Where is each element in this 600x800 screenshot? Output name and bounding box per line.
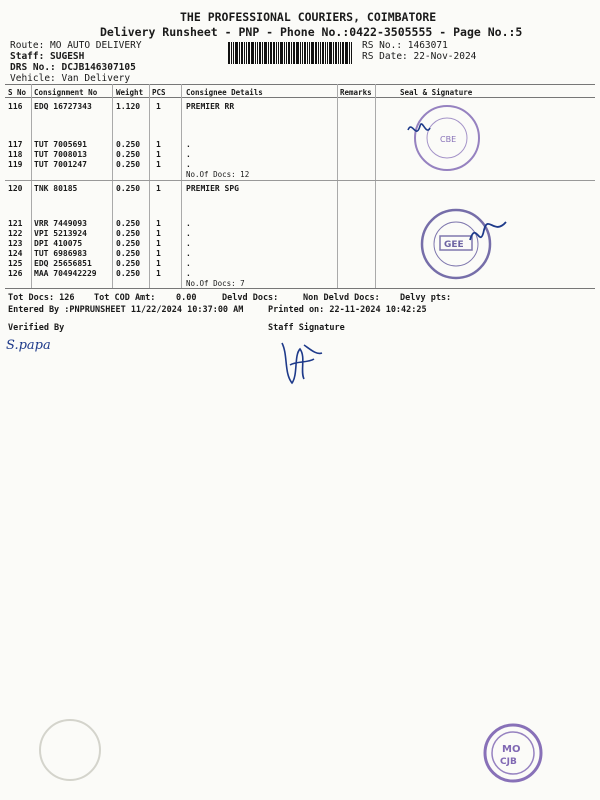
barcode-bar — [345, 42, 348, 64]
row-weight: 0.250 — [116, 229, 141, 238]
row-pcs: 1 — [156, 269, 161, 278]
barcode-bar — [228, 42, 230, 64]
barcode-bar — [296, 42, 299, 64]
col-divider — [31, 84, 32, 288]
barcode-bar — [239, 42, 240, 64]
barcode-bar — [248, 42, 250, 64]
row-sno: 119 — [8, 160, 23, 169]
svg-text:CJB: CJB — [500, 757, 517, 767]
row-consignee: . — [186, 259, 191, 268]
rs-number: RS No.: 1463071 — [362, 40, 448, 51]
faint-bleed-mark — [30, 700, 110, 790]
row-weight: 0.250 — [116, 219, 141, 228]
table-header-border — [5, 97, 595, 98]
barcode-bar — [280, 42, 283, 64]
col-header-seal: Seal & Signature — [400, 88, 473, 97]
barcode-bar — [315, 42, 317, 64]
total-cod-value: 0.00 — [176, 293, 197, 303]
barcode-bar — [288, 42, 290, 64]
drs-label: DRS No.: DCJB146307105 — [10, 62, 136, 73]
row-sno: 121 — [8, 219, 23, 228]
row-sno: 124 — [8, 249, 23, 258]
row-pcs: 1 — [156, 259, 161, 268]
verified-by-label: Verified By — [8, 323, 65, 333]
row-sno: 125 — [8, 259, 23, 268]
row-sno: 118 — [8, 150, 23, 159]
row-consignee: . — [186, 219, 191, 228]
row-weight: 1.120 — [116, 102, 141, 111]
barcode-bar — [335, 42, 337, 64]
entered-by: Entered By :PNPRUNSHEET 11/22/2024 10:37:00 AM — [8, 305, 244, 315]
barcode-bar — [322, 42, 324, 64]
row-weight: 0.250 — [116, 249, 141, 258]
row-consignee: . — [186, 140, 191, 149]
barcode-bar — [268, 42, 269, 64]
row-weight: 0.250 — [116, 140, 141, 149]
col-header-remarks: Remarks — [340, 88, 372, 97]
barcode-bar — [278, 42, 279, 64]
row-pcs: 1 — [156, 239, 161, 248]
barcode-bar — [311, 42, 314, 64]
barcode-bar — [325, 42, 326, 64]
row-pcs: 1 — [156, 184, 161, 193]
barcode-bar — [246, 42, 247, 64]
col-divider — [181, 84, 182, 288]
mo-cjb-stamp — [478, 718, 548, 788]
row-sno: 123 — [8, 239, 23, 248]
row-consignee: PREMIER SPG — [186, 184, 239, 193]
barcode-bar — [302, 42, 303, 64]
barcode-bar — [284, 42, 285, 64]
row-weight: 0.250 — [116, 150, 141, 159]
row-pcs: 1 — [156, 160, 161, 169]
svg-text:CBE: CBE — [440, 135, 457, 144]
row-consignment: TUT 7001247 — [34, 160, 87, 169]
row-consignment: VPI 5213924 — [34, 229, 87, 238]
row-pcs: 1 — [156, 219, 161, 228]
total-cod-label: Tot COD Amt: — [94, 293, 156, 303]
col-header-pcs: PCS — [152, 88, 166, 97]
col-divider — [149, 84, 150, 288]
barcode-bar — [320, 42, 321, 64]
company-seal-stamp — [400, 100, 486, 176]
row-pcs: 1 — [156, 102, 161, 111]
barcode-bar — [309, 42, 310, 64]
svg-text:GEE: GEE — [444, 240, 464, 250]
row-weight: 0.250 — [116, 160, 141, 169]
row-consignment: EDQ 16727343 — [34, 102, 92, 111]
barcode-bar — [264, 42, 267, 64]
group2-doc-count: No.Of Docs: 7 — [186, 279, 245, 288]
barcode-bar — [270, 42, 272, 64]
row-weight: 0.250 — [116, 269, 141, 278]
barcode-bar — [291, 42, 292, 64]
route-label: Route: MO AUTO DELIVERY — [10, 40, 142, 51]
barcode-bar — [251, 42, 254, 64]
barcode-bar — [307, 42, 308, 64]
runsheet-title: Delivery Runsheet - PNP - Phone No.:0422-3505555 - Page No.:5 — [100, 25, 523, 39]
barcode-bar — [259, 42, 261, 64]
company-title: THE PROFESSIONAL COURIERS, COIMBATORE — [180, 10, 437, 24]
delivered-docs: Delvd Docs: — [222, 293, 279, 303]
company-seal-stamp — [416, 200, 516, 286]
barcode-bar — [231, 42, 232, 64]
vehicle-label: Vehicle: Van Delivery — [10, 73, 131, 84]
barcode-bar — [340, 42, 341, 64]
barcode-bar — [244, 42, 245, 64]
table-bottom-border — [5, 288, 595, 289]
row-consignment: EDQ 25656851 — [34, 259, 92, 268]
svg-text:MO: MO — [502, 744, 521, 755]
barcode-bar — [304, 42, 306, 64]
row-weight: 0.250 — [116, 239, 141, 248]
row-consignment: DPI 410075 — [34, 239, 83, 248]
group-divider — [5, 180, 595, 181]
row-pcs: 1 — [156, 140, 161, 149]
row-sno: 120 — [8, 184, 23, 193]
col-divider — [112, 84, 113, 288]
barcode-bar — [233, 42, 234, 64]
col-header-consignee: Consignee Details — [186, 88, 263, 97]
row-consignment: TUT 7008013 — [34, 150, 87, 159]
row-consignee: . — [186, 269, 191, 278]
barcode-bar — [349, 42, 350, 64]
group1-doc-count: No.Of Docs: 12 — [186, 170, 250, 179]
barcode-bar — [276, 42, 277, 64]
row-pcs: 1 — [156, 150, 161, 159]
col-header-sno: S No — [8, 88, 27, 97]
delivery-points: Delvy pts: — [400, 293, 452, 303]
row-consignment: TUT 6986983 — [34, 249, 87, 258]
row-sno: 122 — [8, 229, 23, 238]
barcode — [228, 42, 358, 64]
barcode-bar — [329, 42, 332, 64]
row-consignee: . — [186, 249, 191, 258]
barcode-bar — [273, 42, 275, 64]
barcode-bar — [342, 42, 344, 64]
barcode-bar — [241, 42, 243, 64]
barcode-bar — [262, 42, 263, 64]
barcode-bar — [235, 42, 238, 64]
barcode-bar — [338, 42, 339, 64]
rs-date: RS Date: 22-Nov-2024 — [362, 51, 477, 62]
barcode-bar — [286, 42, 287, 64]
row-consignee: . — [186, 229, 191, 238]
row-consignment: TNK 80185 — [34, 184, 78, 193]
col-header-consignment: Consignment No — [34, 88, 98, 97]
total-docs: Tot Docs: 126 — [8, 293, 75, 303]
col-divider — [375, 84, 376, 288]
barcode-bar — [255, 42, 256, 64]
barcode-bar — [333, 42, 334, 64]
row-weight: 0.250 — [116, 184, 141, 193]
row-consignment: TUT 7005691 — [34, 140, 87, 149]
verified-signature: S.papa — [6, 338, 51, 353]
barcode-bar — [318, 42, 319, 64]
row-weight: 0.250 — [116, 259, 141, 268]
row-sno: 116 — [8, 102, 23, 111]
row-sno: 126 — [8, 269, 23, 278]
staff-signature-scribble — [270, 335, 330, 390]
staff-label: Staff: SUGESH — [10, 51, 85, 62]
col-header-weight: Weight — [116, 88, 144, 97]
barcode-bar — [300, 42, 301, 64]
row-consignment: VRR 7449093 — [34, 219, 87, 228]
row-consignee: . — [186, 150, 191, 159]
table-top-border — [5, 84, 595, 85]
printed-on: Printed on: 22-11-2024 10:42:25 — [268, 305, 427, 315]
non-delivered-docs: Non Delvd Docs: — [303, 293, 380, 303]
staff-signature-label: Staff Signature — [268, 323, 345, 333]
col-divider — [337, 84, 338, 288]
row-consignee: PREMIER RR — [186, 102, 235, 111]
barcode-bar — [293, 42, 295, 64]
row-consignment: MAA 704942229 — [34, 269, 97, 278]
barcode-bar — [351, 42, 352, 64]
barcode-bar — [327, 42, 328, 64]
row-consignee: . — [186, 160, 191, 169]
row-pcs: 1 — [156, 249, 161, 258]
row-consignee: . — [186, 239, 191, 248]
barcode-bar — [257, 42, 258, 64]
row-sno: 117 — [8, 140, 23, 149]
row-pcs: 1 — [156, 229, 161, 238]
